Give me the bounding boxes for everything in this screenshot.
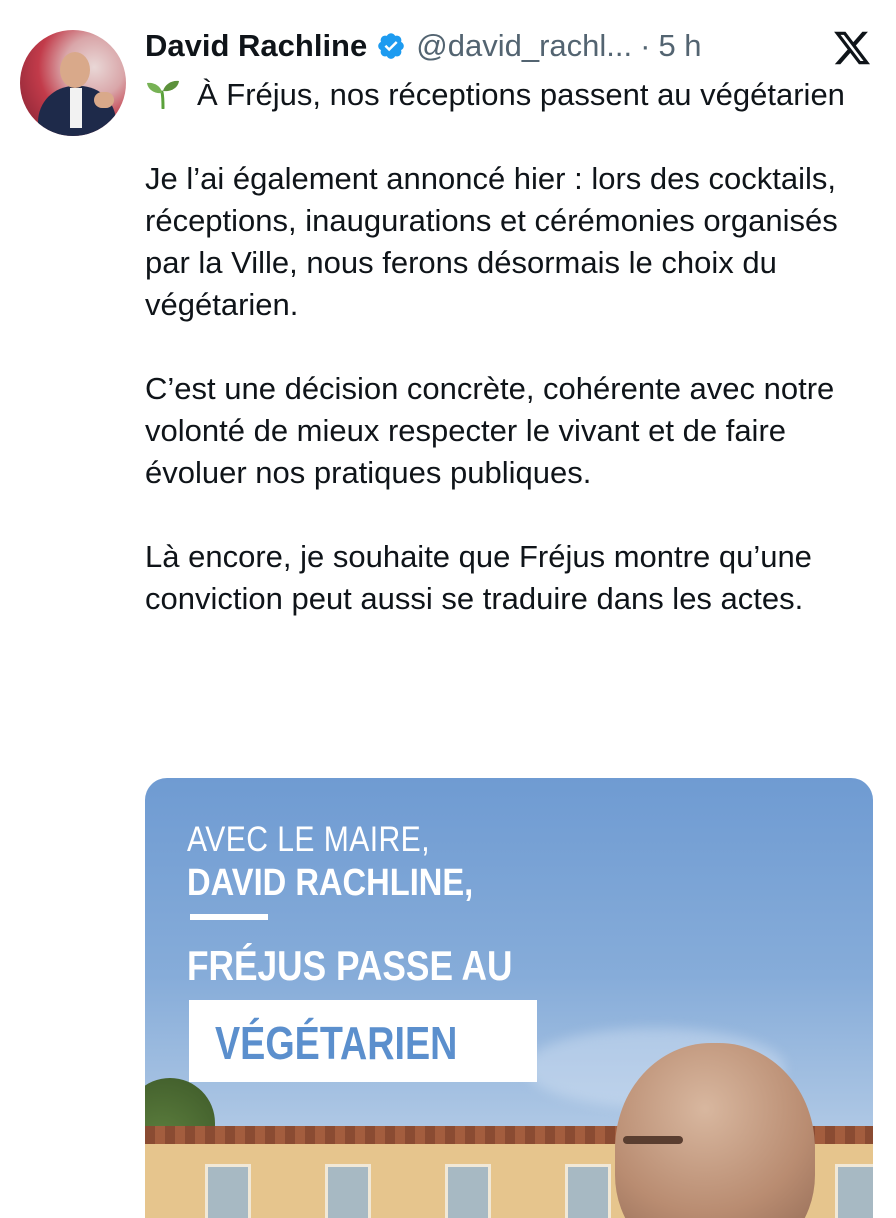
seedling-emoji-icon — [145, 79, 181, 109]
poster-highlight-box — [189, 1000, 537, 1082]
author-name[interactable]: David Rachline — [145, 28, 368, 63]
media-window — [835, 1164, 873, 1218]
media-window — [565, 1164, 611, 1218]
tweet-timestamp[interactable]: 5 h — [658, 28, 702, 63]
author-handle[interactable]: @david_rachl... — [416, 28, 633, 63]
x-logo-icon — [832, 28, 872, 68]
avatar-shirt — [70, 88, 82, 128]
poster-divider — [190, 914, 268, 920]
verified-badge-icon — [376, 31, 406, 61]
tweet-header — [145, 24, 702, 68]
tweet-media-image[interactable] — [145, 778, 873, 1218]
poster-line-1: AVEC LE MAIRE, — [187, 820, 430, 859]
media-window — [205, 1164, 251, 1218]
poster-line-2: DAVID RACHLINE, — [187, 862, 474, 904]
media-window — [445, 1164, 491, 1218]
tweet-paragraph-2: Je l’ai également annoncé hier : lors des cocktails, réceptions, inaugurations et cérémonies organisés par la Ville, nous ferons désormais le choix du végétarien. — [145, 161, 838, 322]
tweet-text — [145, 74, 875, 620]
tweet-paragraph-4: Là encore, je souhaite que Fréjus montre qu’une conviction peut aussi se traduire dans les actes. — [145, 539, 812, 616]
poster-highlight-text: VÉGÉTARIEN — [215, 1017, 458, 1069]
avatar[interactable] — [20, 30, 126, 136]
avatar-head — [60, 52, 90, 88]
tweet-paragraph-3: C’est une décision concrète, cohérente avec notre volonté de mieux respecter le vivant et de faire évoluer nos pratiques publiques. — [145, 371, 835, 490]
media-person-brow — [623, 1136, 683, 1144]
media-window — [325, 1164, 371, 1218]
poster-line-3: FRÉJUS PASSE AU — [187, 942, 513, 989]
avatar-hand — [94, 92, 114, 108]
header-separator: · — [640, 28, 651, 63]
tweet-paragraph-1 — [145, 74, 875, 116]
tweet-paragraph-1-text: À Fréjus, nos réceptions passent au végétarien — [197, 77, 845, 112]
